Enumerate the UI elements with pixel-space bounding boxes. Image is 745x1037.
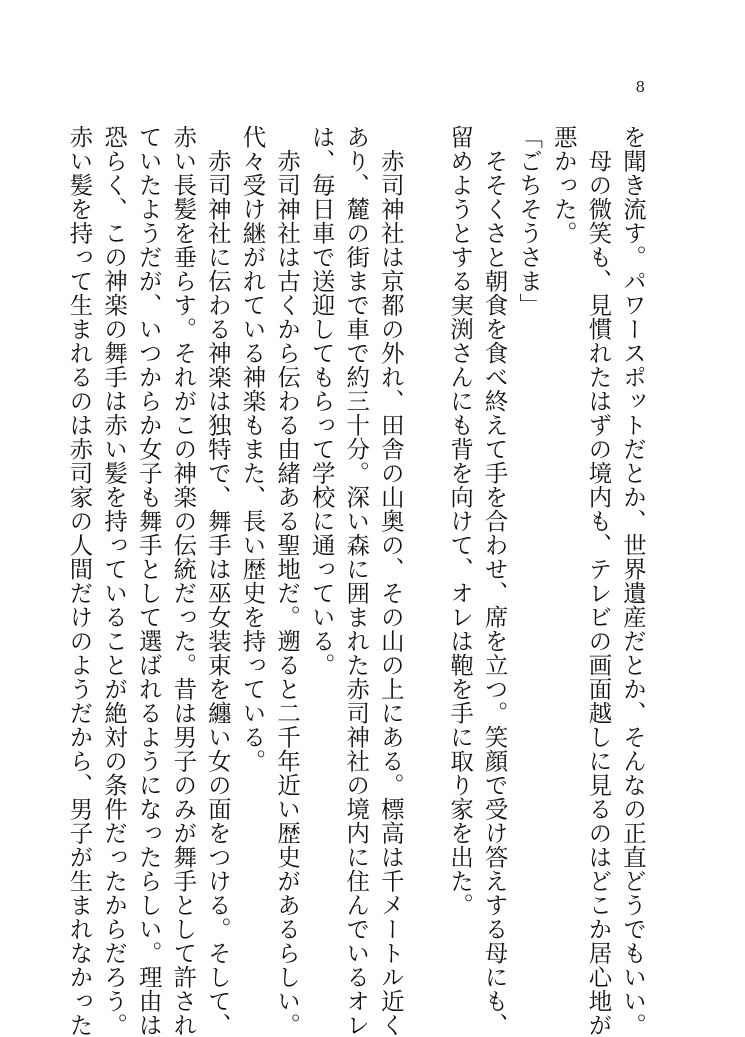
text-line: 赤い髪を持って生まれるのは赤司家の人間だけのようだから、男子が生まれなかった [65,125,94,1037]
text-line: あり、麓の街まで車で約三十分。深い森に囲まれた赤司神社の境内に住んでいるオレ [342,125,371,1037]
text-line: を聞き流す。パワースポットだとか、世界遺産だとか、そんなの正直どうでもいい。 [619,125,647,1037]
text-line: 悪かった。 [549,125,578,245]
text-line: 赤い長髪を垂らす。それがこの神楽の伝統だった。昔は男子のみが舞手として許され [169,125,198,1037]
text-line: 恐らく、この神楽の舞手は赤い髪を持っていることが絶対の条件だったからだろう。 [100,125,129,1037]
blank-line [408,125,443,935]
text-line: 赤司神社は京都の外れ、田舎の山奥の、その山の上にある。標高は千メートル近く [376,125,405,1037]
text-line: は、毎日車で送迎してもらって学校に通っている。 [307,125,336,677]
text-line: そそくさと朝食を食べ終えて手を合わせ、席を立つ。笑顔で受け答えする母にも、 [480,125,509,1037]
text-line: 「ごちそうさま」 [515,125,544,317]
text-line: ていたようだが、いつからか女子も舞手として選ばれるようになったらしい。理由は [134,125,163,1037]
text-line: 赤司神社に伝わる神楽は独特で、舞手は巫女装束を纏い女の面をつける。そして、 [203,125,232,1037]
text-line: 母の微笑も、見慣れたはずの境内も、テレビの画面越しに見るのはどこか居心地が [584,125,613,1037]
text-line: 留めようとする実渕さんにも背を向けて、オレは鞄を手に取り家を出た。 [446,125,475,917]
text-line: 赤司神社は古くから伝わる由緒ある聖地だ。遡ると二千年近い歴史があるらしい。 [273,125,302,1037]
page-number: 8 [635,78,645,96]
text-line: 代々受け継がれている神楽もまた、長い歴史を持っている。 [238,125,267,773]
novel-text-column-block [62,125,650,1037]
